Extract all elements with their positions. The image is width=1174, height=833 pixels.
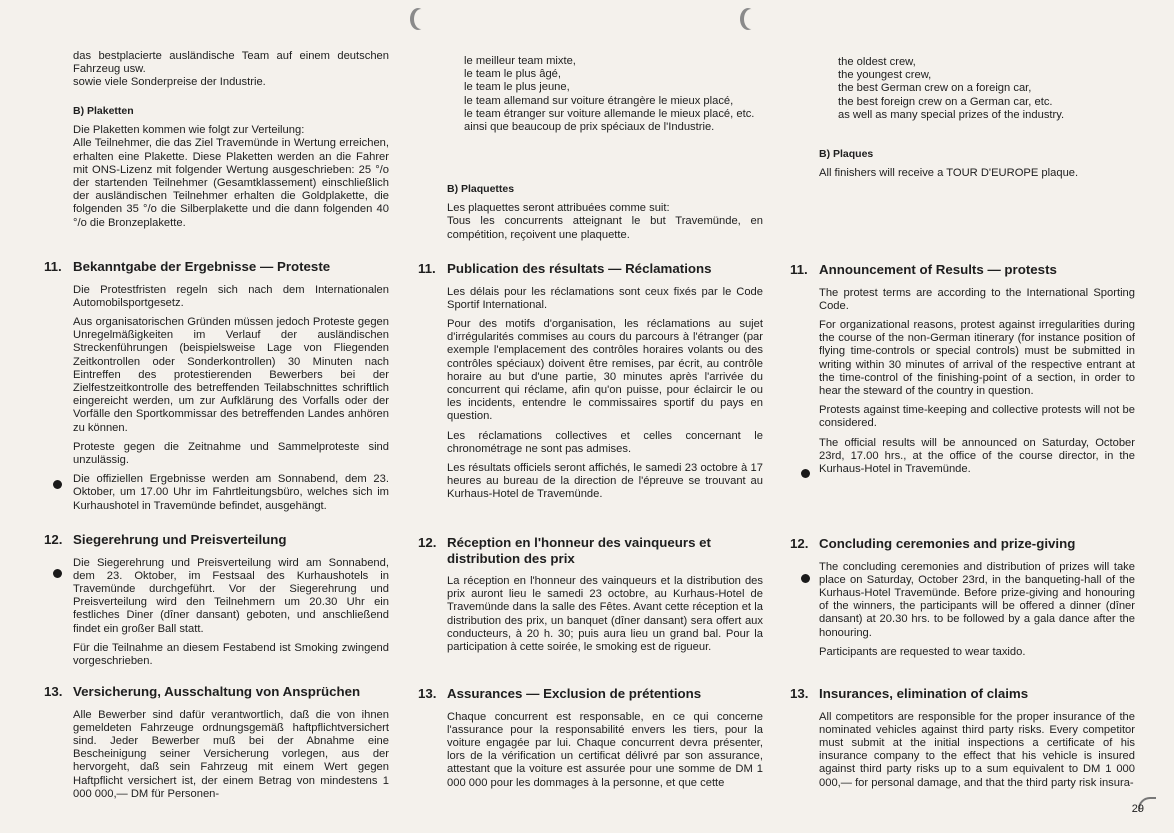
section-title: Concluding ceremonies and prize-giving bbox=[819, 536, 1076, 551]
margin-bullet bbox=[53, 569, 62, 578]
section-title: Réception en l'honneur des vainqueurs et distribution des prix bbox=[447, 535, 711, 566]
section-12 bbox=[44, 532, 389, 668]
plaques-block bbox=[418, 183, 763, 242]
paragraph: Protests against time-keeping and collective protests will not be considered. bbox=[819, 404, 1135, 430]
paragraph: La réception en l'honneur des vainqueurs et la distribution des prix auront lieu le samedi 23 octobre, au Kurhaus-Hotel de Travemünde dans la salle des Fêtes. Avant cette réception et la distribution des prix, un banquet (dîner dansant) sera offert aux conducteurs, à 20 h. 30; puis aura lieu un grand bal. Pour la participation à cette soirée, le smoking est de rigueur. bbox=[447, 575, 763, 654]
intro-line: le meilleur team mixte, bbox=[464, 55, 576, 67]
paragraph: All competitors are responsible for the proper insurance of the nominated vehicles against third party risks. Every competitor must submit at the initial inspections a certificate of his insurance company to the effect that his vehicle is insured against third party risks up to a sum equivalent to DM 1 000 000,— for personal damage, and that the third party risk insura- bbox=[819, 710, 1135, 789]
paragraph: Les délais pour les réclamations sont ceux fixés par le Code Sportif International. bbox=[447, 285, 763, 311]
section-heading bbox=[44, 684, 389, 700]
section-12 bbox=[418, 535, 763, 654]
paragraph: The concluding ceremonies and distribution of prizes will take place on Saturday, October 23rd, in the banqueting-hall of the Kurhaus-Hotel Travemünde. Before prize-giving and honouring of the winners, the participants will be offered a dinner (dîner dansant) at 20.30 hrs. to be followed by a gala dance after the honouring. bbox=[819, 560, 1135, 639]
paragraph: Tous les concurrents atteignant le but Travemünde, en compétition, reçoivent une plaquette. bbox=[447, 215, 763, 241]
section-heading bbox=[790, 686, 1135, 702]
plaques-block bbox=[790, 148, 1135, 180]
paragraph: Proteste gegen die Zeitnahme und Sammelproteste sind unzulässig. bbox=[73, 440, 389, 466]
intro-line: le team étranger sur voiture allemande le mieux placé, etc. bbox=[464, 107, 755, 120]
paragraph: Les réclamations collectives et celles concernant le chronométrage ne sont pas admises. bbox=[447, 429, 763, 455]
section-heading bbox=[44, 259, 389, 275]
paragraph: Participants are requested to wear taxido. bbox=[819, 645, 1026, 658]
paragraph: Chaque concurrent est responsable, en ce qui concerne l'assurance pour la responsabilité envers les tiers, pour la voiture engagée par lui. Chaque concurrent devra présenter, lors de la vérification un certificat délivré par son assurance, attestant que la voiture est assurée pour une somme de DM 1 000 000 pour les dommages à la personne, et que cette bbox=[447, 710, 763, 789]
section-title: Bekanntgabe der Ergebnisse — Proteste bbox=[73, 259, 331, 274]
intro-line: sowie viele Sonderpreise der Industrie. bbox=[73, 76, 266, 89]
section-heading bbox=[418, 535, 763, 566]
section-11 bbox=[418, 261, 763, 502]
paragraph: Die Plaketten kommen wie folgt zur Verteilung: bbox=[73, 124, 305, 137]
section-number: 11. bbox=[418, 261, 436, 276]
paragraph: Die offiziellen Ergebnisse werden am Sonnabend, dem 23. Oktober, um 17.00 Uhr im Fahrtleitungsbüro, welches sich im Kurhaushotel in Travemünde befindet, ausgehängt. bbox=[73, 473, 389, 512]
intro-line: le team le plus jeune, bbox=[464, 81, 570, 94]
section-12 bbox=[790, 536, 1135, 659]
intro-block bbox=[44, 50, 389, 90]
plaques-block bbox=[44, 105, 389, 230]
binder-hole bbox=[740, 8, 756, 30]
intro-line: the youngest crew, bbox=[838, 69, 932, 82]
intro-line: le team le plus âgé, bbox=[464, 68, 562, 81]
binder-hole bbox=[410, 8, 426, 30]
section-number: 13. bbox=[44, 684, 63, 699]
intro-block bbox=[790, 56, 1135, 122]
section-number: 13. bbox=[418, 686, 437, 701]
intro-line: le team allemand sur voiture étrangère le mieux placé, bbox=[464, 94, 734, 107]
paragraph: For organizational reasons, protest against irregularities during the course of the non-German itinerary (for instance position of flying time-controls or special controls) must be submitted in writing within 30 minutes of arrival of the respective entrant at the time-control of the finishing-point of a section, in order to hear the steward of the country in question. bbox=[819, 318, 1135, 397]
section-title: Siegerehrung und Preisverteilung bbox=[73, 532, 287, 547]
intro-block bbox=[418, 55, 763, 134]
section-heading bbox=[790, 536, 1135, 552]
section-title: Publication des résultats — Réclamations bbox=[447, 261, 712, 276]
section-title: Announcement of Results — protests bbox=[819, 262, 1057, 277]
section-heading bbox=[44, 532, 389, 548]
section-number: 11. bbox=[44, 259, 62, 274]
margin-bullet bbox=[801, 469, 810, 478]
paragraph: Aus organisatorischen Gründen müssen jedoch Proteste gegen Unregelmäßigkeiten im Verlauf der ausländischen Streckenführungen (beispielsweise Lage von Fliegenden Zeitkontrollen oder Sonderkontrollen) 30 Minuten nach Eintreffen des protestierenden Bewerbers bei der Zielfestzeitkontrolle des betreffenden Teilabschnittes schriftlich eingereicht werden, um zur Aufklärung des Vorfalls oder der Vorfälle den Sportkommissar des betreffenden Landes anhören zu können. bbox=[73, 315, 389, 434]
paragraph: All finishers will receive a TOUR D'EUROPE plaque. bbox=[819, 167, 1079, 180]
section-title: Insurances, elimination of claims bbox=[819, 686, 1029, 701]
section-number: 12. bbox=[44, 532, 63, 547]
section-title: Versicherung, Ausschaltung von Ansprüchen bbox=[73, 684, 361, 699]
plaques-heading: B) Plaques bbox=[819, 148, 874, 160]
intro-line: the best foreign crew on a German car, etc. bbox=[838, 95, 1053, 108]
intro-line: the oldest crew, bbox=[838, 56, 916, 68]
paragraph: Für die Teilnahme an diesem Festabend ist Smoking zwingend vorgeschrieben. bbox=[73, 641, 389, 667]
section-heading bbox=[418, 686, 763, 702]
section-13 bbox=[44, 684, 389, 801]
margin-bullet bbox=[53, 480, 62, 489]
paragraph: Die Siegerehrung und Preisverteilung wird am Sonnabend, dem 23. Oktober, im Festsaal des Kurhaushotels in Travemünde durchgeführt. Vor der Siegerehrung und Preisverteilung wird den Teilnehmern um 20.30 Uhr ein festliches Diner (dîner dansant) geboten, und anschließend findet ein großer Ball statt. bbox=[73, 556, 389, 635]
page-number: 29 bbox=[1131, 803, 1144, 815]
paragraph: The official results will be announced on Saturday, October 23rd, 17.00 hrs., at the office of the course director, in the Kurhaus-Hotel in Travemünde. bbox=[819, 436, 1135, 475]
paragraph: Alle Teilnehmer, die das Ziel Travemünde in Wertung erreichen, erhalten eine Plakette. Diese Plaketten werden an die Fahrer mit ONS-Lizenz mit folgender Wertung ausgeschrieben: 25 °/o der startenden Teilnehmer (Gesamtklassement) einschließlich der ausländischen Teilnehmer erhalten die Goldplakette, die folgenden 35 °/o die Silberplakette und die dann folgenden 40 °/o die Bronzeplakette. bbox=[73, 137, 389, 229]
section-heading bbox=[790, 262, 1135, 278]
section-title: Assurances — Exclusion de prétentions bbox=[447, 686, 702, 701]
intro-line: as well as many special prizes of the industry. bbox=[838, 108, 1065, 121]
section-11 bbox=[44, 259, 389, 513]
paragraph: Pour des motifs d'organisation, les réclamations au sujet d'irrégularités commises au cours du parcours à l'étranger (par exemple l'emplacement des contrôles horaires volants ou des contrôles spéciaux) doivent être remises, par écrit, au contrôle horaire au but d'une partie, 30 minutes après l'arrivée du concurrent qui réclame, afin qu'on puisse, pour éclaircir le ou les incidents, entendre le commissaires sportif du pays en question. bbox=[447, 317, 763, 423]
plaques-heading: B) Plaketten bbox=[73, 105, 134, 117]
section-heading bbox=[418, 261, 763, 277]
section-13 bbox=[418, 686, 763, 790]
section-number: 12. bbox=[790, 536, 809, 551]
paragraph: Les résultats officiels seront affichés, le samedi 23 octobre à 17 heures au bureau de la direction de l'épreuve se trouvant au Kurhaus-Hotel de Travemünde. bbox=[447, 461, 763, 501]
intro-line: ainsi que beaucoup de prix spéciaux de l'Industrie. bbox=[464, 121, 715, 134]
margin-bullet bbox=[801, 574, 810, 583]
paragraph: The protest terms are according to the International Sporting Code. bbox=[819, 286, 1135, 312]
paragraph: Les plaquettes seront attribuées comme suit: bbox=[447, 202, 670, 215]
paragraph: Die Protestfristen regeln sich nach dem Internationalen Automobilsportgesetz. bbox=[73, 283, 389, 309]
section-number: 12. bbox=[418, 535, 437, 550]
paragraph: Alle Bewerber sind dafür verantwortlich, daß die von ihnen gemeldeten Fahrzeuge ordnungsgemäß haftpflichtversichert sind. Jeder Bewerber muß bei der Abnahme eine Bescheinigung seiner Versicherung vorlegen, aus der hervorgeht, daß sein Fahrzeug mit einem Wert gegen Haftpflicht versichert ist, der einem Betrag von mindestens 1 000 000,— DM für Personen- bbox=[73, 708, 389, 800]
intro-line: the best German crew on a foreign car, bbox=[838, 82, 1032, 95]
intro-line: das bestplacierte ausländische Team auf einem deutschen Fahrzeug usw. bbox=[73, 50, 389, 76]
section-13 bbox=[790, 686, 1135, 790]
section-11 bbox=[790, 262, 1135, 476]
plaques-heading: B) Plaquettes bbox=[447, 183, 515, 195]
section-number: 11. bbox=[790, 262, 808, 277]
section-number: 13. bbox=[790, 686, 809, 701]
